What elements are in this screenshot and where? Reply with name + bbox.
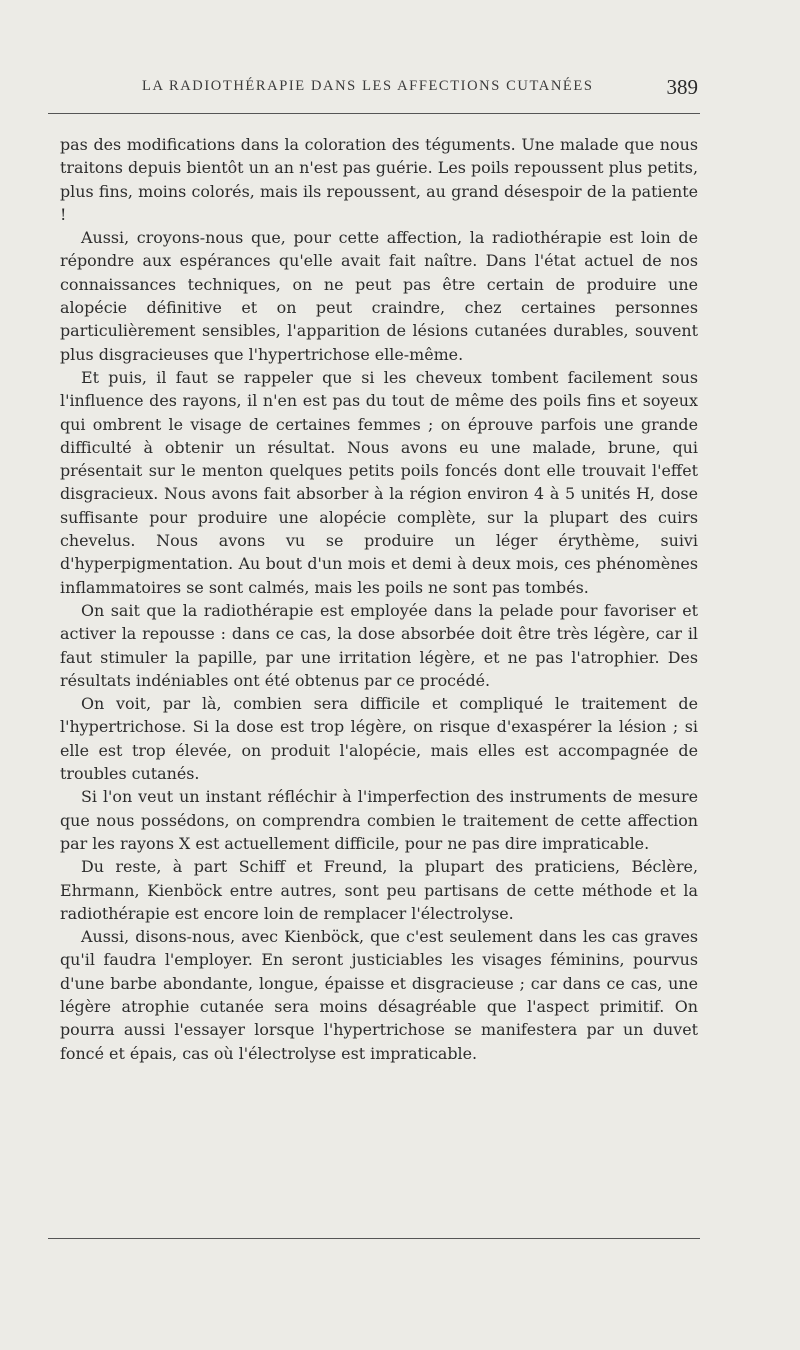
- running-title: LA RADIOTHÉRAPIE DANS LES AFFECTIONS CUTANÉES: [142, 78, 594, 94]
- paragraph: Aussi, croyons-nous que, pour cette affection, la radiothérapie est loin de répondre aux espérances qu'elle avait fait naître. Dans l'état actuel de nos connaissances techniques, on ne peut pas être certain de produire une alopécie définitive et on peut craindre, chez certaines personnes particulièrement sensibles, l'apparition de lésions cutanées durables, souvent plus disgracieuses que l'hypertrichose elle-même.: [60, 228, 698, 364]
- paragraph: pas des modifications dans la coloration des téguments. Une malade que nous traitons depuis bientôt un an n'est pas guérie. Les poils repoussent plus petits, plus fins, moins colorés, mais ils repoussent, au grand désespoir de la patiente !: [60, 135, 698, 224]
- paragraph: On sait que la radiothérapie est employée dans la pelade pour favoriser et activer la repousse : dans ce cas, la dose absorbée doit être très légère, car il faut stimuler la papille, par une irritation légère, et ne pas l'atrophier. Des résultats indéniables ont été obtenus par ce procédé.: [60, 600, 698, 690]
- header-rule: [48, 113, 700, 114]
- page-number: 389: [666, 75, 698, 99]
- running-head: [60, 76, 700, 106]
- paragraph: Et puis, il faut se rappeler que si les cheveux tombent facilement sous l'influence des rayons, il n'en est pas du tout de même des poils fins et soyeux qui ombrent le visage de certaines femmes ; on éprouve parfois une grande difficulté à obtenir un résultat. Nous avons eu une malade, brune, qui présentait sur le menton quelques petits poils foncés dont elle trouvait l'effet disgracieux. Nous avons fait absorber à la région environ 4 à 5 unités H, dose suffisante pour produire une alopécie complète, sur la plupart des cuirs chevelus. Nous avons vu se produire un léger érythème, suivi d'hyperpigmentation. Au bout d'un mois et demi à deux mois, ces phénomènes inflammatoires se sont calmés, mais les poils ne sont pas tombés.: [60, 367, 698, 597]
- paragraph: On voit, par là, combien sera difficile et compliqué le traitement de l'hypertrichose. Si la dose est trop légère, on risque d'exaspérer la lésion ; si elle est trop élevée, on produit l'alopécie, mais elles est accompagnée de troubles cutanés.: [60, 694, 698, 784]
- footer-rule: [48, 1238, 700, 1239]
- paragraph: Du reste, à part Schiff et Freund, la plupart des praticiens, Béclère, Ehrmann, Kienböck entre autres, sont peu partisans de cette méthode et la radiothérapie est encore loin de remplacer l'électrolyse.: [60, 857, 698, 923]
- body-text: [60, 133, 698, 1065]
- paragraph: Aussi, disons-nous, avec Kienböck, que c'est seulement dans les cas graves qu'il faudra l'employer. En seront justiciables les visages féminins, pourvus d'une barbe abondante, longue, épaisse et disgracieuse ; car dans ce cas, une légère atrophie cutanée sera moins désagréable que l'aspect primitif. On pourra aussi l'essayer lorsque l'hypertrichose se manifestera par un duvet foncé et épais, cas où l'électrolyse est impraticable.: [60, 927, 698, 1063]
- paragraph: Si l'on veut un instant réfléchir à l'imperfection des instruments de mesure que nous possédons, on comprendra combien le traitement de cette affection par les rayons X est actuellement difficile, pour ne pas dire impraticable.: [60, 787, 698, 853]
